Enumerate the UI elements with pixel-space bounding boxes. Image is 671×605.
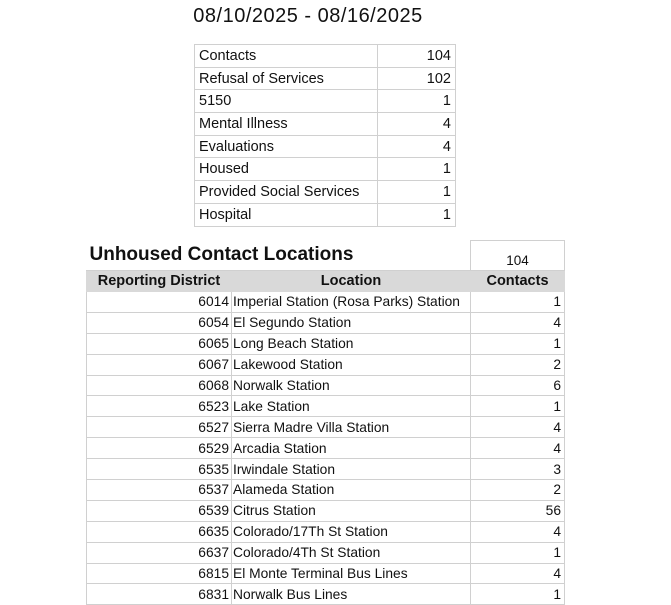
contacts-cell: 1 bbox=[471, 292, 565, 313]
location-cell: Citrus Station bbox=[232, 500, 471, 521]
location-cell: Norwalk Station bbox=[232, 375, 471, 396]
contacts-cell: 3 bbox=[471, 459, 565, 480]
summary-table bbox=[194, 44, 456, 227]
contacts-cell: 1 bbox=[471, 333, 565, 354]
district-cell: 6539 bbox=[87, 500, 232, 521]
location-cell: El Segundo Station bbox=[232, 312, 471, 333]
district-cell: 6535 bbox=[87, 459, 232, 480]
location-cell: Imperial Station (Rosa Parks) Station bbox=[232, 292, 471, 313]
contacts-cell: 4 bbox=[471, 521, 565, 542]
summary-label: Mental Illness bbox=[195, 113, 378, 136]
location-row bbox=[87, 500, 565, 521]
summary-value: 1 bbox=[378, 90, 456, 113]
district-cell: 6831 bbox=[87, 584, 232, 605]
header-location: Location bbox=[232, 271, 471, 292]
location-row bbox=[87, 584, 565, 605]
summary-row bbox=[195, 113, 456, 136]
location-row bbox=[87, 521, 565, 542]
summary-label: Hospital bbox=[195, 203, 378, 226]
location-row bbox=[87, 480, 565, 501]
location-cell: El Monte Terminal Bus Lines bbox=[232, 563, 471, 584]
summary-value: 1 bbox=[378, 158, 456, 181]
summary-row bbox=[195, 45, 456, 68]
summary-label: Refusal of Services bbox=[195, 67, 378, 90]
summary-row bbox=[195, 158, 456, 181]
locations-title: Unhoused Contact Locations bbox=[87, 241, 471, 271]
summary-value: 104 bbox=[378, 45, 456, 68]
district-cell: 6068 bbox=[87, 375, 232, 396]
location-cell: Sierra Madre Villa Station bbox=[232, 417, 471, 438]
summary-label: Contacts bbox=[195, 45, 378, 68]
summary-label: Evaluations bbox=[195, 135, 378, 158]
location-row bbox=[87, 396, 565, 417]
location-cell: Arcadia Station bbox=[232, 438, 471, 459]
summary-row bbox=[195, 90, 456, 113]
summary-body bbox=[195, 45, 456, 227]
location-cell: Irwindale Station bbox=[232, 459, 471, 480]
district-cell: 6065 bbox=[87, 333, 232, 354]
contacts-cell: 4 bbox=[471, 438, 565, 459]
location-cell: Alameda Station bbox=[232, 480, 471, 501]
district-cell: 6637 bbox=[87, 542, 232, 563]
contacts-cell: 4 bbox=[471, 417, 565, 438]
district-cell: 6067 bbox=[87, 354, 232, 375]
location-row bbox=[87, 333, 565, 354]
header-contacts: Contacts bbox=[471, 271, 565, 292]
summary-value: 1 bbox=[378, 181, 456, 204]
summary-label: Housed bbox=[195, 158, 378, 181]
location-cell: Long Beach Station bbox=[232, 333, 471, 354]
locations-title-row bbox=[87, 241, 565, 271]
location-row bbox=[87, 292, 565, 313]
contacts-cell: 4 bbox=[471, 312, 565, 333]
contacts-cell: 1 bbox=[471, 542, 565, 563]
contacts-cell: 56 bbox=[471, 500, 565, 521]
summary-value: 4 bbox=[378, 135, 456, 158]
location-row bbox=[87, 417, 565, 438]
contacts-cell: 2 bbox=[471, 354, 565, 375]
district-cell: 6527 bbox=[87, 417, 232, 438]
location-row bbox=[87, 563, 565, 584]
contacts-cell: 1 bbox=[471, 584, 565, 605]
locations-header-row bbox=[87, 271, 565, 292]
summary-value: 102 bbox=[378, 67, 456, 90]
location-row bbox=[87, 375, 565, 396]
location-row bbox=[87, 312, 565, 333]
district-cell: 6014 bbox=[87, 292, 232, 313]
contacts-cell: 4 bbox=[471, 563, 565, 584]
location-row bbox=[87, 438, 565, 459]
summary-value: 1 bbox=[378, 203, 456, 226]
location-cell: Colorado/17Th St Station bbox=[232, 521, 471, 542]
contacts-cell: 6 bbox=[471, 375, 565, 396]
location-row bbox=[87, 459, 565, 480]
summary-row bbox=[195, 135, 456, 158]
summary-label: Provided Social Services bbox=[195, 181, 378, 204]
location-cell: Colorado/4Th St Station bbox=[232, 542, 471, 563]
district-cell: 6815 bbox=[87, 563, 232, 584]
summary-label: 5150 bbox=[195, 90, 378, 113]
summary-row bbox=[195, 203, 456, 226]
contacts-cell: 2 bbox=[471, 480, 565, 501]
summary-value: 4 bbox=[378, 113, 456, 136]
location-row bbox=[87, 542, 565, 563]
location-row bbox=[87, 354, 565, 375]
district-cell: 6054 bbox=[87, 312, 232, 333]
district-cell: 6523 bbox=[87, 396, 232, 417]
district-cell: 6537 bbox=[87, 480, 232, 501]
summary-row bbox=[195, 181, 456, 204]
locations-table bbox=[86, 240, 565, 605]
date-range-title: 08/10/2025 - 08/16/2025 bbox=[193, 5, 423, 27]
location-cell: Norwalk Bus Lines bbox=[232, 584, 471, 605]
location-cell: Lakewood Station bbox=[232, 354, 471, 375]
district-cell: 6529 bbox=[87, 438, 232, 459]
location-cell: Lake Station bbox=[232, 396, 471, 417]
summary-row bbox=[195, 67, 456, 90]
header-district: Reporting District bbox=[87, 271, 232, 292]
contacts-cell: 1 bbox=[471, 396, 565, 417]
locations-body bbox=[87, 241, 565, 605]
locations-total: 104 bbox=[471, 241, 565, 271]
district-cell: 6635 bbox=[87, 521, 232, 542]
